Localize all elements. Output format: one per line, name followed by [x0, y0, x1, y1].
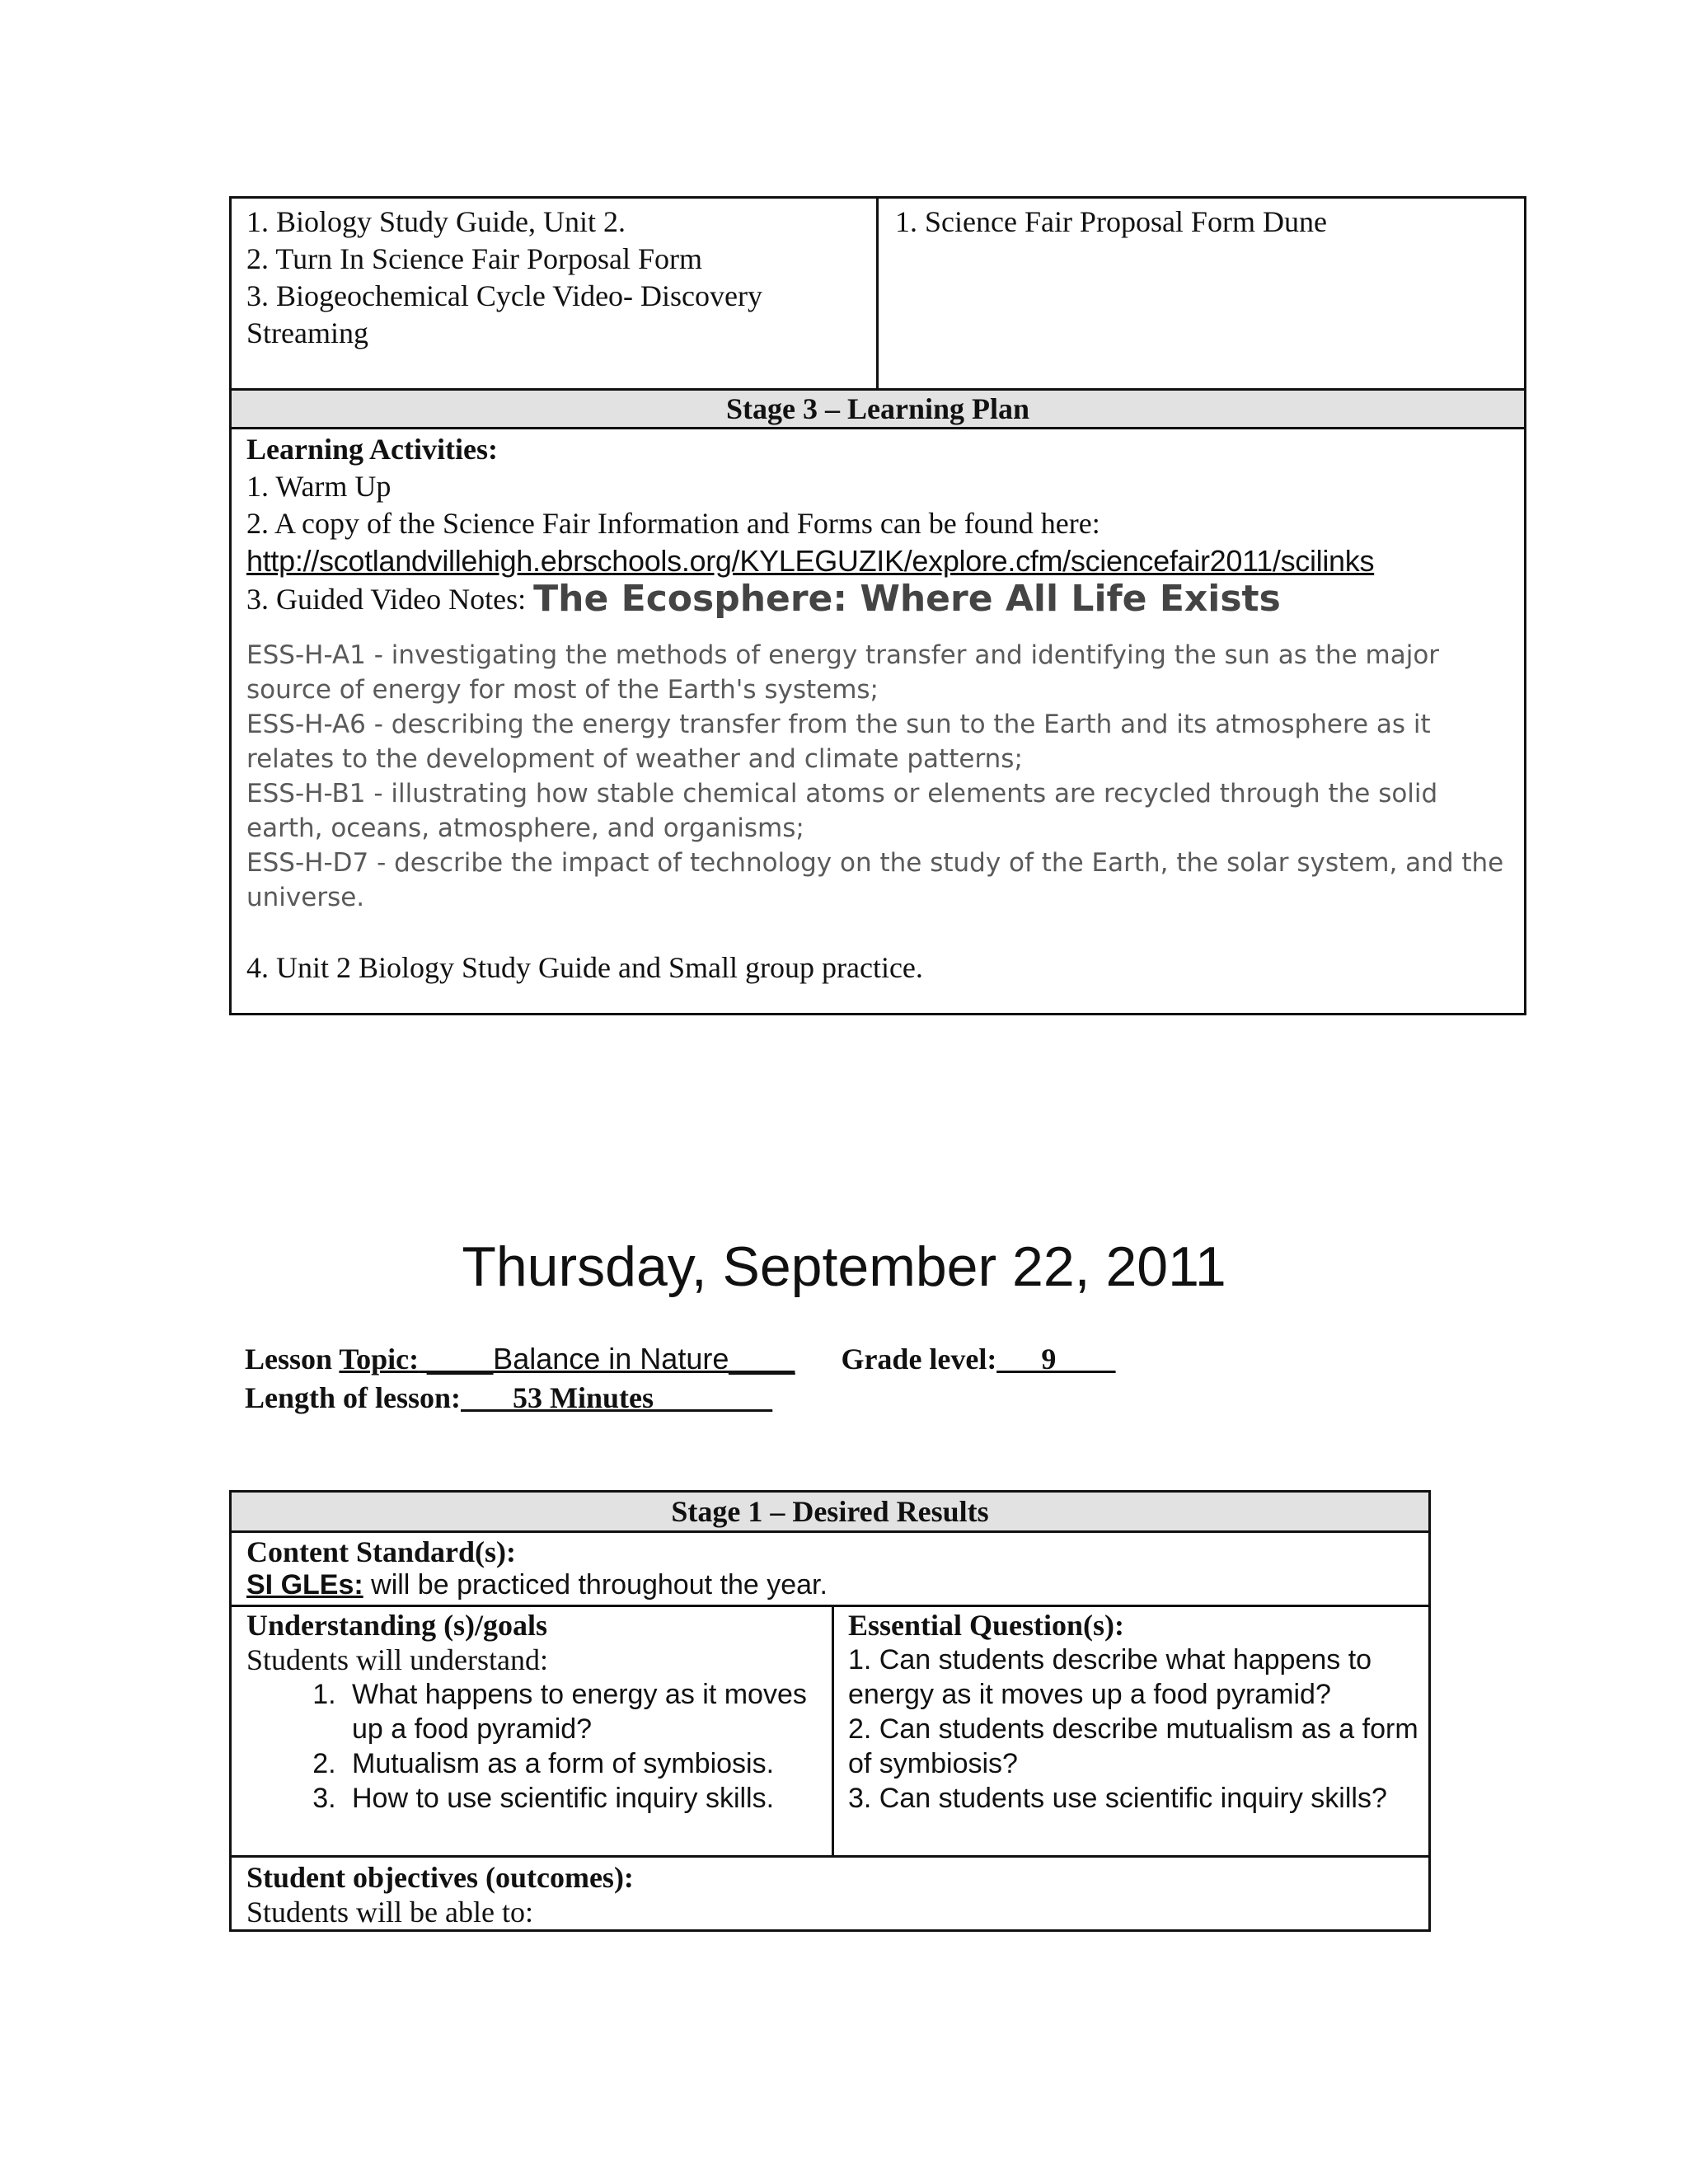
understanding-title: Understanding (s)/goals: [246, 1609, 548, 1642]
learning-activities: [246, 431, 1516, 987]
essential-question: 2. Can students describe mutualism as a form of symbiosis?: [848, 1713, 1418, 1779]
list-item: 3. How to use scientific inquiry skills.: [344, 1781, 823, 1816]
activity-item: 1. Warm Up: [246, 470, 392, 503]
essential-questions-title: Essential Question(s):: [848, 1609, 1125, 1642]
essential-question: 3. Can students use scientific inquiry skills?: [848, 1783, 1387, 1814]
science-fair-link[interactable]: http://scotlandvillehigh.ebrschools.org/KYLEGUZIK/explore.cfm/sciencefair2011/scilinks: [246, 544, 1375, 578]
date-heading: Thursday, September 22, 2011: [462, 1235, 1226, 1298]
topic-value: ____Balance in Nature____: [419, 1342, 795, 1376]
column-divider: [832, 1607, 834, 1855]
si-gles-line: [246, 1568, 828, 1601]
lesson-meta: [245, 1339, 1115, 1418]
activity-item: [246, 580, 1516, 618]
desired-results-table: [229, 1490, 1431, 1932]
gle-item: ESS-H-B1 - illustrating how stable chemical atoms or elements are recycled through the solid earth, oceans, atmosphere, and organisms;: [246, 779, 1438, 843]
row-divider: [232, 1855, 1428, 1858]
assessment-line: 1. Science Fair Proposal Form Dune: [895, 205, 1327, 238]
understanding-intro: Students will understand:: [246, 1643, 548, 1676]
essential-questions-cell: [848, 1608, 1425, 1816]
stage-1-header: Stage 1 – Desired Results: [232, 1493, 1428, 1530]
understanding-cell: [246, 1608, 823, 1816]
objectives-intro: Students will be able to:: [246, 1896, 533, 1929]
understanding-list: [246, 1677, 823, 1816]
learning-activities-title: Learning Activities:: [246, 433, 498, 466]
lesson-topic-line: [245, 1339, 1115, 1379]
lesson-length-line: [245, 1379, 1115, 1418]
materials-line: 3. Biogeochemical Cycle Video- Discovery: [246, 279, 762, 312]
activity-3-prefix: 3. Guided Video Notes:: [246, 583, 534, 616]
si-gles-text: will be practiced throughout the year.: [363, 1569, 828, 1601]
row-divider: [232, 427, 1524, 429]
grade-label: Grade level:: [841, 1343, 997, 1376]
content-standards-title: Content Standard(s):: [246, 1535, 517, 1568]
materials-line: Streaming: [246, 316, 368, 349]
length-value: ___53 Minutes________: [461, 1381, 773, 1414]
row-divider: [232, 1605, 1428, 1607]
materials-line: 2. Turn In Science Fair Porposal Form: [246, 242, 702, 275]
topic-label: Topic:: [339, 1343, 420, 1376]
assessment-cell: [895, 204, 1513, 241]
lesson-label: Lesson: [245, 1343, 340, 1376]
gle-list: [246, 638, 1516, 915]
list-item: 1. What happens to energy as it moves up a food pyramid?: [344, 1677, 823, 1746]
si-gles-label: SI GLEs:: [246, 1569, 363, 1601]
row-divider: [232, 1530, 1428, 1533]
list-item: 2. Mutualism as a form of symbiosis.: [344, 1746, 823, 1781]
resources-table: [229, 196, 1526, 1015]
objectives-cell: [246, 1860, 634, 1929]
column-divider: [876, 199, 879, 388]
length-label: Length of lesson:: [245, 1381, 462, 1414]
materials-line: 1. Biology Study Guide, Unit 2.: [246, 205, 626, 238]
activity-item: 2. A copy of the Science Fair Information and Forms can be found here:: [246, 507, 1100, 540]
content-standards-cell: [246, 1535, 828, 1601]
essential-question: 1. Can students describe what happens to energy as it moves up a food pyramid?: [848, 1644, 1372, 1710]
activity-item: 4. Unit 2 Biology Study Guide and Small group practice.: [246, 951, 923, 984]
gle-item: ESS-H-D7 - describe the impact of technology on the study of the Earth, the solar system, and the universe.: [246, 848, 1504, 912]
stage-3-header: Stage 3 – Learning Plan: [232, 391, 1524, 427]
objectives-title: Student objectives (outcomes):: [246, 1861, 634, 1894]
grade-value: ___9____: [996, 1343, 1116, 1376]
video-title: The Ecosphere: Where All Life Exists: [533, 578, 1281, 620]
gle-item: ESS-H-A1 - investigating the methods of energy transfer and identifying the sun as the major source of energy for most of the Earth's systems;: [246, 640, 1440, 705]
gle-item: ESS-H-A6 - describing the energy transfer from the sun to the Earth and its atmosphere as it relates to the development of weather and climate patterns;: [246, 710, 1431, 774]
materials-cell: [246, 204, 865, 352]
